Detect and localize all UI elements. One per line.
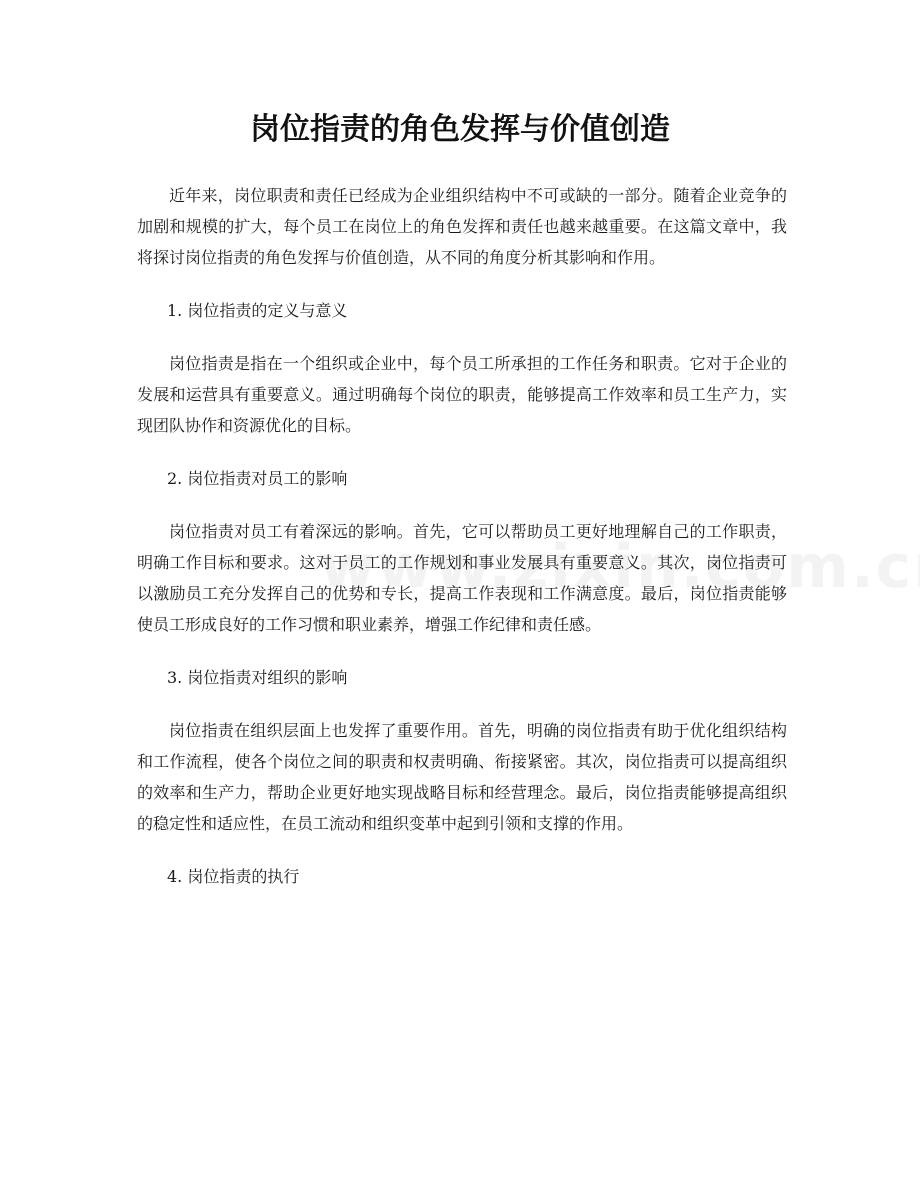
section-heading-4: 4. 岗位指责的执行 [167,867,300,886]
document-body [137,180,787,914]
intro-paragraph: 近年来，岗位职责和责任已经成为企业组织结构中不可或缺的一部分。随着企业竞争的加剧和规模的扩大，每个员工在岗位上的角色发挥和责任也越来越重要。在这篇文章中，我将探讨岗位指责的角色发挥与价值创造，从不同的角度分析其影响和作用。 [137,186,787,267]
section-paragraph-2: 岗位指责对员工有着深远的影响。首先，它可以帮助员工更好地理解自己的工作职责，明确工作目标和要求。这对于员工的工作规划和事业发展具有重要意义。其次，岗位指责可以激励员工充分发挥自己的优势和专长，提高工作表现和工作满意度。最后，岗位指责能够使员工形成良好的工作习惯和职业素养，增强工作纪律和责任感。 [137,522,787,634]
section-paragraph-3: 岗位指责在组织层面上也发挥了重要作用。首先，明确的岗位指责有助于优化组织结构和工作流程，使各个岗位之间的职责和权责明确、衔接紧密。其次，岗位指责可以提高组织的效率和生产力，帮助企业更好地实现战略目标和经营理念。最后，岗位指责能够提高组织的稳定性和适应性，在员工流动和组织变革中起到引领和支撑的作用。 [137,721,787,833]
section-heading-3: 3. 岗位指责对组织的影响 [167,668,348,687]
section-heading-2: 2. 岗位指责对员工的影响 [167,469,348,488]
document-title: 岗位指责的角色发挥与价值创造 [250,112,670,147]
section-paragraph-1: 岗位指责是指在一个组织或企业中，每个员工所承担的工作任务和职责。它对于企业的发展和运营具有重要意义。通过明确每个岗位的职责，能够提高工作效率和员工生产力，实现团队协作和资源优化的目标。 [137,354,787,435]
section-heading-1: 1. 岗位指责的定义与意义 [167,301,348,320]
